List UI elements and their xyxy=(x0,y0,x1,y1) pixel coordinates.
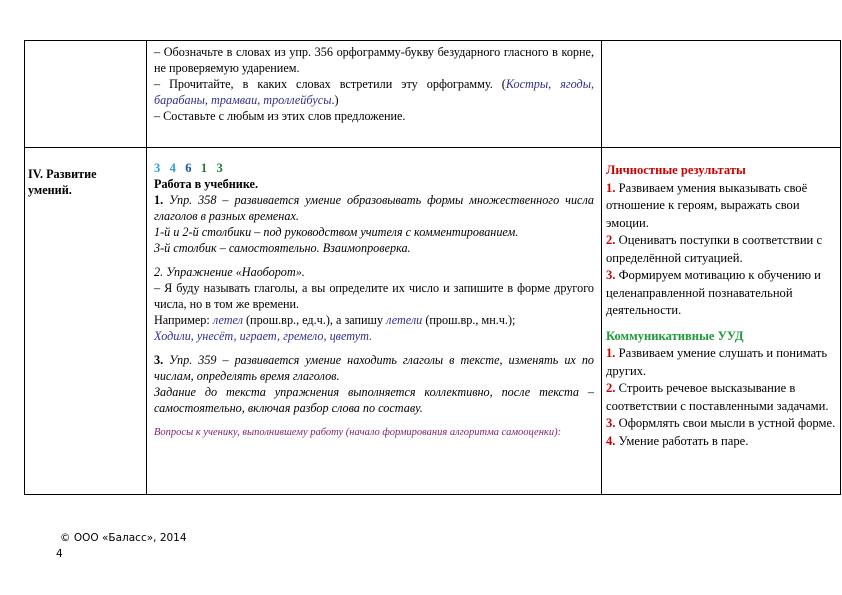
row1-line-2: – Прочитайте, в каких словах встретили эту орфограмму. (Костры, ягоды, барабаны, трамваи, троллейбусы.) xyxy=(154,77,595,107)
row1-line-1: – Обозначьте в словах из упр. 356 орфограмму-букву безударного гласного в корне, не проверяемую ударением. xyxy=(154,45,594,75)
work-title: Работа в учебнике. xyxy=(154,177,258,191)
row2-content xyxy=(154,160,594,439)
exercise-2-title: 2. Упражнение «Наоборот». xyxy=(154,265,305,279)
personal-item-2: 2. Оцениватъ поступки в соответствии с определённой ситуацией. xyxy=(606,233,823,265)
exercise-3: 3. Упр. 359 – развивается умение находить глаголы в тексте, изменять их по числам, определять время глаголов. xyxy=(154,353,595,383)
personal-results-title: Личностные результаты xyxy=(606,163,746,177)
exercise-2-words: Ходили, унесёт, играет, гремело, цветут. xyxy=(154,329,373,343)
page-number: 4 xyxy=(56,548,63,560)
row1-examples: Костры, ягоды, барабаны, трамваи, троллейбусы xyxy=(154,77,595,107)
row1-content xyxy=(154,44,594,124)
self-assessment-questions: Вопросы к ученику, выполнившему работу (начало формирования алгоритма самооценки): xyxy=(154,427,562,438)
exercise-3-task: Задание до текста упражнения выполняется коллективно, после текста – самостоятельно, включая разбор слова по составу. xyxy=(154,385,594,415)
col-divider-1 xyxy=(146,40,147,495)
table-right-border xyxy=(840,40,841,495)
comm-item-1: 1. Развиваем умение слушать и понимать других. xyxy=(606,346,828,378)
comm-item-4: 4. Умение работать в паре. xyxy=(606,433,749,448)
row1-last-line: – Составьте с любым из этих слов предложение. xyxy=(154,109,406,123)
comm-item-2: 2. Строить речевое высказывание в соответствии с поставленными задачами. xyxy=(606,381,829,413)
exercise-1: 1. Упр. 358 – развивается умение образовывать формы множественного числа глаголов в разных временах. xyxy=(154,193,595,223)
copyright-footer: © ООО «Баласс», 2014 xyxy=(60,532,187,544)
tracking-markers: 3 4 6 1 3 xyxy=(154,161,223,175)
exercise-1-cols12: 1-й и 2-й столбики – под руководством учителя с комментированием. xyxy=(154,225,519,239)
row2-results xyxy=(606,162,838,450)
personal-item-1: 1. Развиваем умения выказывать своё отношение к героям, выражать свои эмоции. xyxy=(606,180,808,230)
stage-label: IV. Развитие умений. xyxy=(28,167,97,197)
exercise-2-text: – Я буду называть глаголы, а вы определите их число и запишите в форме другого числа, но в том же времени. xyxy=(154,281,594,311)
exercise-2-example: Например: летел (прош.вр., ед.ч.), а запишу летели (прош.вр., мн.ч.); xyxy=(154,313,516,327)
comm-item-3: 3. Оформлять свои мысли в устной форме. xyxy=(606,416,836,430)
col-divider-2 xyxy=(601,40,602,495)
table-left-border xyxy=(24,40,25,495)
personal-item-3: 3. Формируем мотивацию к обучению и целенаправленной познавательной деятельности. xyxy=(606,268,821,317)
communicative-title: Коммуникативные УУД xyxy=(606,328,744,343)
exercise-1-col3: 3-й столбик – самостоятельно. Взаимопроверка. xyxy=(154,241,411,255)
